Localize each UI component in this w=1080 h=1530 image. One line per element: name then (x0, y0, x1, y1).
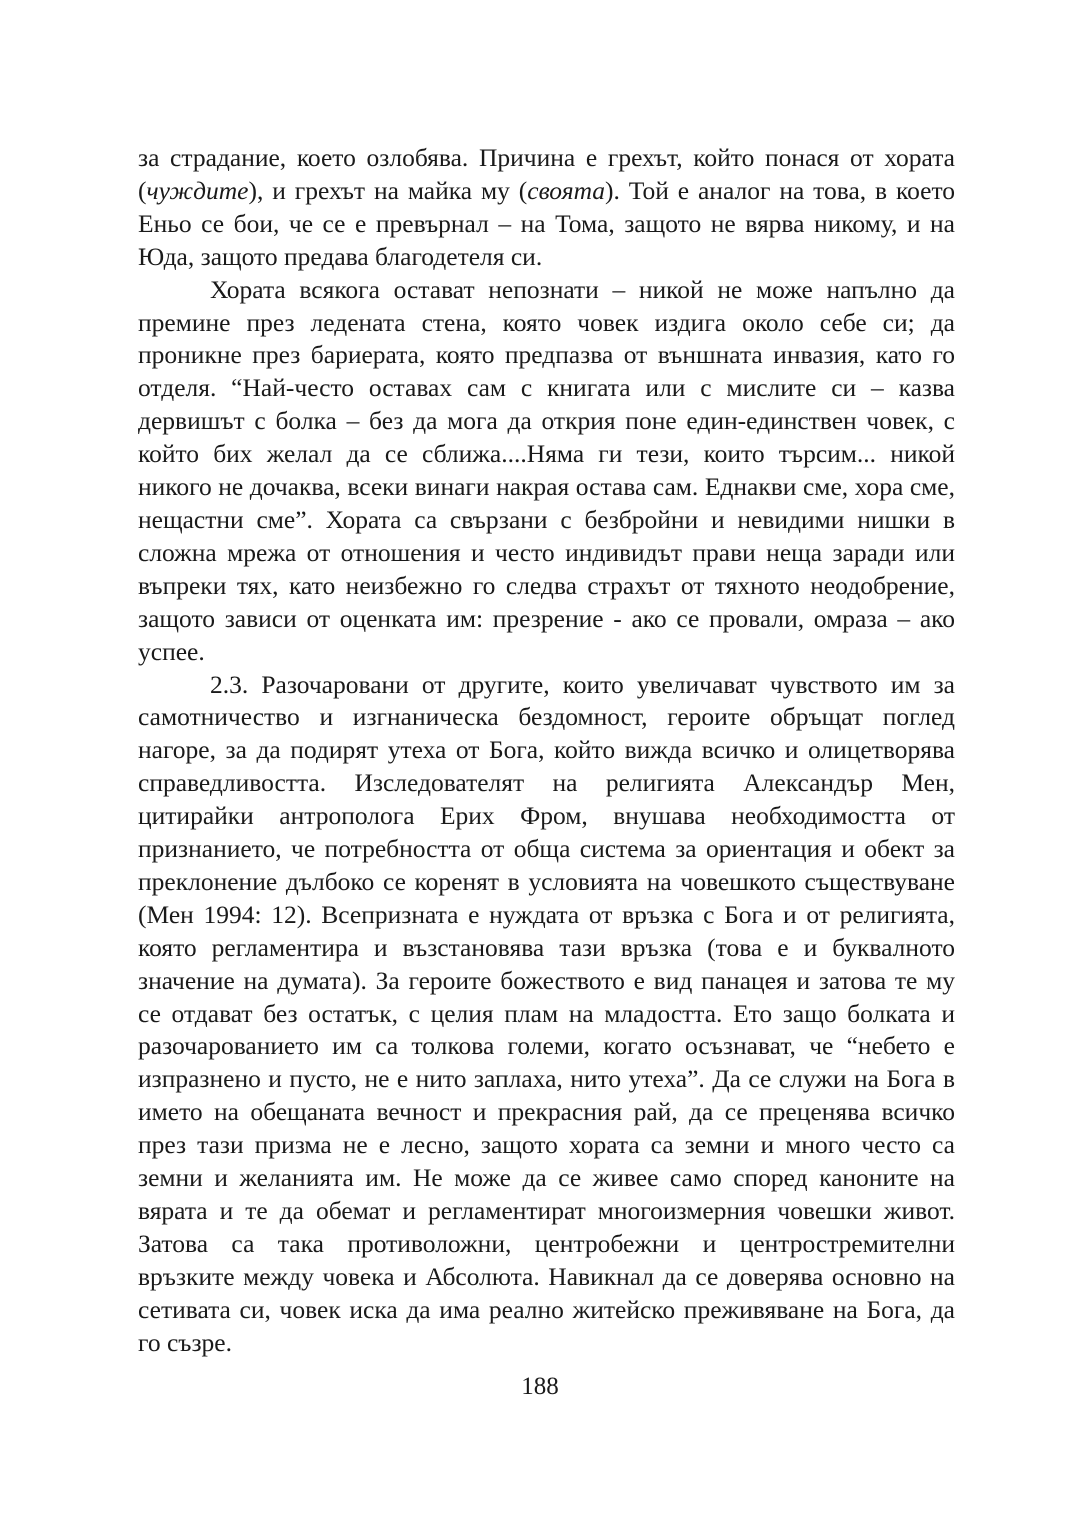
page-number: 188 (521, 1373, 559, 1400)
emphasis-svoyata: своята (527, 175, 606, 205)
paragraph-3: 2.3. Разочаровани от другите, които увеличават чувството им за самотничество и изгнаническа бездомност, героите обръщат поглед нагоре, за да подирят утеха от Бога, който вижда всичко и олицетворява справедливостта. Изследователят на религията Александър Мен, цитирайки антрополога Ерих Фром, внушава необходимостта от признанието, че потребността от обща система за ориентация и обект за преклонение дълбоко се коренят в условията на човешкото съществуване (Мен 1994: 12). Всепризната е нуждата от връзка с Бога и от религията, която регламентира и възстановява тази връзка (това е и буквалното значение на думата). За героите божеството е вид панацея и затова те му се отдават без остатък, с целия плам на младостта. Ето защо болката и разочарованието им са толкова големи, когато осъзнават, че “небето е изпразнено и пусто, не е нито заплаха, нито утеха”. Да се служи на Бога в името на обещаната вечност и прекрасния рай, да се преценява всичко през тази призма не е лесно, защото хората са земни и много често са земни и желанията им. Не може да се живее само според каноните на вярата и те да обемат и регламентират многоизмерния човешки живот. Затова са така противоложни, центробежни и центростремителни връзките между човека и Абсолюта. Навикнал да се доверява основно на сетивата си, човек иска да има реално житейско преживяване на Бога, да го съзре. (138, 669, 955, 1357)
emphasis-chuzhdite: чуждите (146, 175, 249, 205)
paragraph-1-part-1: за страдание, което озлобява. Причина е грехът, който понася от хората ( (138, 143, 955, 205)
body-text (138, 142, 955, 1360)
paragraph-1 (138, 142, 955, 274)
paragraph-1-part-3: ), и грехът на майка му ( (248, 175, 528, 205)
paragraph-2: Хората всякога остават непознати – никой не може напълно да премине през ледената стена, която човек издига около себе си; да проникне през бариерата, която предпазва от външната инвазия, като го отделя. “Най-често оставах сам с книгата или с мислите си – казва дервишът с болка – без да мога да открия поне един-единствен човек, с който бих желал да се сближа....Няма ги тези, които търсим... никой никого не дочаква, всеки винаги накрая остава сам. Еднакви сме, хора сме, нещастни сме”. Хората са свързани с безбройни и невидими нишки в сложна мрежа от отношения и често индивидът прави неща заради или въпреки тях, като неизбежно го следва страхът от тяхното неодобрение, защото зависи от оценката им: презрение - ако се провали, омраза – ако успее. (138, 274, 955, 666)
paragraph-1-part-5: ). Той е аналог на това, в което Еньо се бои, че се е превърнал – на Тома, защото не вярва никому, и на Юда, защото предава благодетеля си. (138, 175, 956, 271)
